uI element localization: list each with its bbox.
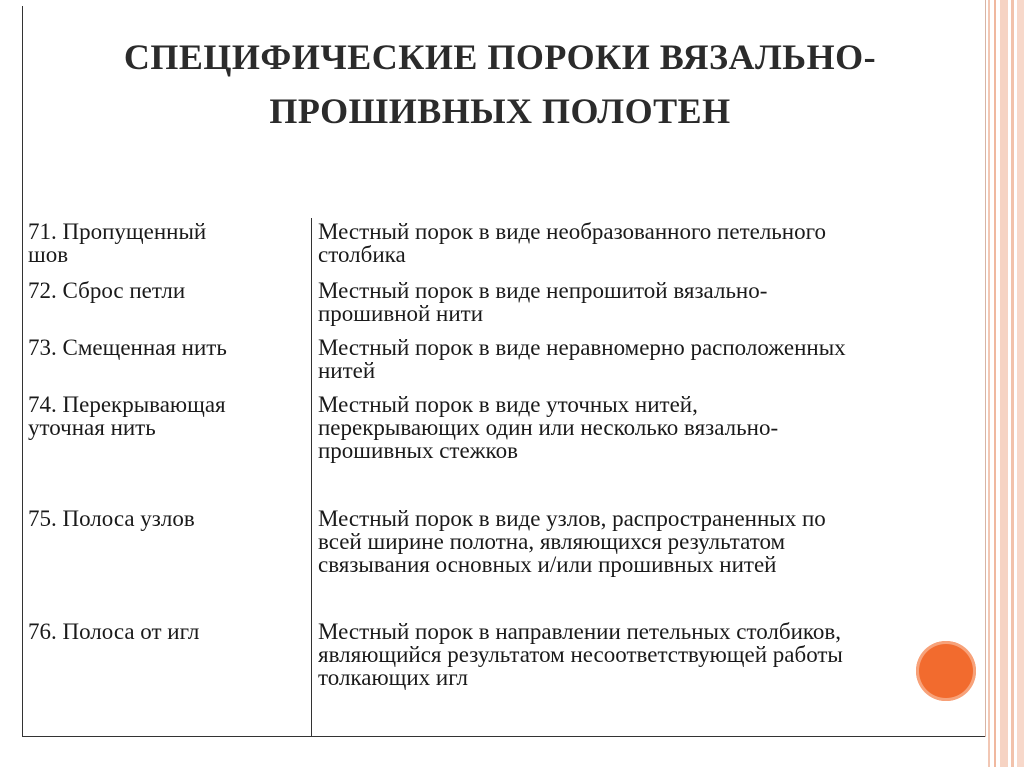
- desc-line: перекрывающих один или несколько вязально-: [318, 415, 779, 440]
- term-line: 75. Полоса узлов: [28, 506, 195, 531]
- desc-72: [318, 279, 988, 325]
- decorative-stripes: [984, 0, 1024, 767]
- term-line: 76. Полоса от игл: [28, 619, 200, 644]
- desc-line: Местный порок в виде уточных нитей,: [318, 392, 698, 417]
- desc-line: прошивных стежков: [318, 438, 518, 463]
- term-74: [28, 393, 308, 439]
- desc-line: прошивной нити: [318, 301, 484, 326]
- desc-line: столбика: [318, 242, 406, 267]
- desc-74: [318, 393, 988, 462]
- term-line: шов: [28, 242, 69, 267]
- desc-76: [318, 620, 988, 689]
- desc-73: [318, 336, 988, 382]
- desc-line: Местный порок в виде узлов, распространенных по: [318, 506, 826, 531]
- desc-75: [318, 507, 988, 576]
- desc-line: Местный порок в виде непрошитой вязально-: [318, 278, 768, 303]
- term-71: [28, 220, 308, 266]
- term-line: 74. Перекрывающая: [28, 392, 226, 417]
- desc-line: Местный порок в виде необразованного петельного: [318, 219, 826, 244]
- term-76: [28, 620, 308, 643]
- decorative-orange-circle: [916, 641, 976, 701]
- term-75: [28, 507, 308, 530]
- column-divider: [311, 218, 312, 736]
- desc-line: являющийся результатом несоответствующей работы: [318, 642, 843, 667]
- desc-line: нитей: [318, 358, 376, 383]
- term-line: 73. Смещенная нить: [28, 335, 227, 360]
- desc-line: связывания основных и/или прошивных нитей: [318, 552, 777, 577]
- frame-bottom-line: [22, 736, 986, 737]
- desc-line: толкающих игл: [318, 665, 468, 690]
- term-72: [28, 279, 308, 302]
- desc-line: Местный порок в виде неравномерно расположенных: [318, 335, 846, 360]
- frame-left-line: [22, 6, 23, 736]
- term-line: 72. Сброс петли: [28, 278, 186, 303]
- slide-title: [40, 30, 960, 138]
- desc-line: Местный порок в направлении петельных столбиков,: [318, 619, 842, 644]
- title-line-2: ПРОШИВНЫХ ПОЛОТЕН: [269, 91, 731, 131]
- desc-71: [318, 220, 988, 266]
- term-73: [28, 336, 308, 359]
- title-line-1: СПЕЦИФИЧЕСКИЕ ПОРОКИ ВЯЗАЛЬНО-: [123, 37, 877, 77]
- term-line: 71. Пропущенный: [28, 219, 207, 244]
- term-line: уточная нить: [28, 415, 156, 440]
- desc-line: всей ширине полотна, являющихся результатом: [318, 529, 786, 554]
